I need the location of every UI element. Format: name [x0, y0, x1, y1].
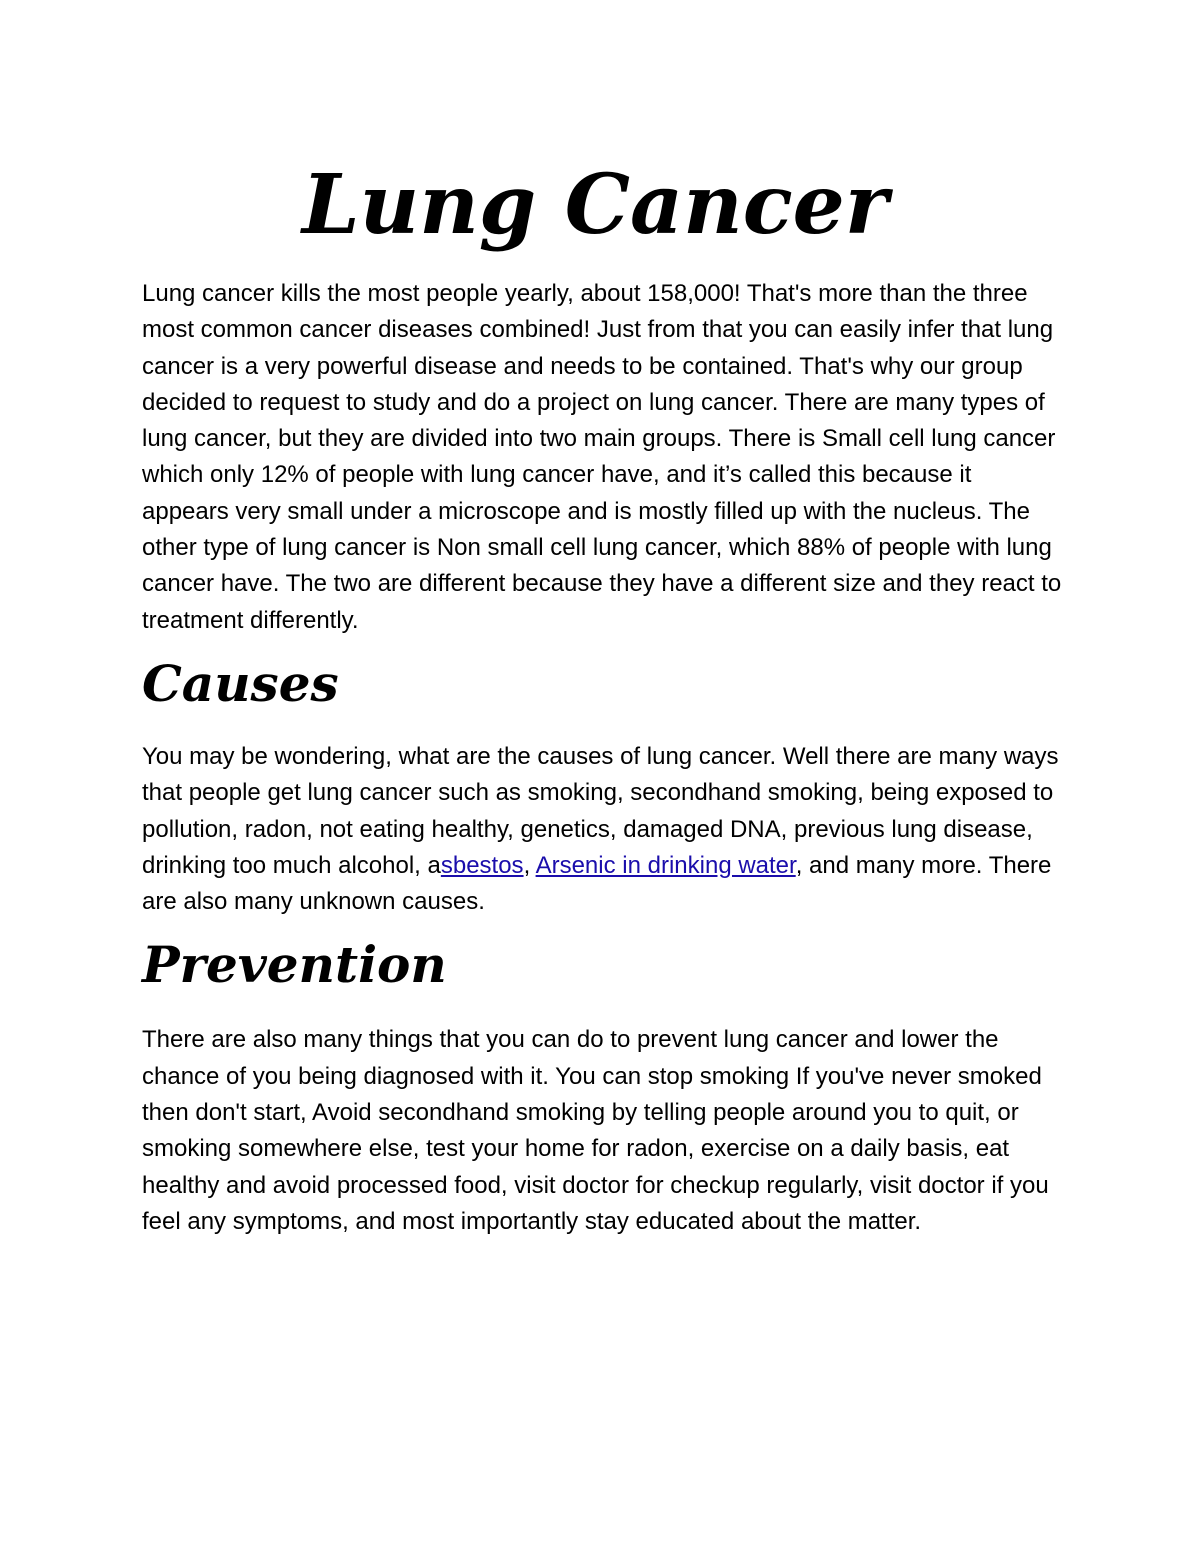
causes-text-before: You may be wondering, what are the causes of lung cancer. Well there are many ways that people get lung cancer such as smoking, secondhand smoking, being exposed to pollution, radon, not eating healthy, genetics, damaged DNA, previous lung disease, drinking too much alcohol, a	[142, 742, 1059, 879]
prevention-paragraph: There are also many things that you can do to prevent lung cancer and lower the chance of you being diagnosed with it. You can stop smoking If you've never smoked then don't start, Avoid secondhand smoking by telling people around you to quit, or smoking somewhere else, test your home for radon, exercise on a daily basis, eat healthy and avoid processed food, visit doctor for checkup regularly, visit doctor if you feel any symptoms, and most importantly stay educated about the matter.	[142, 1026, 1049, 1235]
causes-link-separator: ,	[523, 851, 536, 879]
document-page	[142, 150, 1062, 1240]
intro-paragraph: Lung cancer kills the most people yearly, about 158,000! That's more than the three most common cancer diseases combined! Just from that you can easily infer that lung cancer is a very powerful disease and needs to be contained. That's why our group decided to request to study and do a project on lung cancer. There are many types of lung cancer, but they are divided into two main groups. There is Small cell lung cancer which only 12% of people with lung cancer have, and it’s called this because it appears very small under a microscope and is mostly filled up with the nucleus. The other type of lung cancer is Non small cell lung cancer, which 88% of people with lung cancer have. The two are different because they have a different size and they react to treatment differently.	[142, 280, 1062, 634]
asbestos-link[interactable]: sbestos	[440, 851, 524, 879]
causes-heading: Causes	[142, 653, 339, 713]
document-title: Lung Cancer	[301, 157, 889, 253]
arsenic-link[interactable]: Arsenic in drinking water	[535, 851, 796, 879]
prevention-heading: Prevention	[142, 935, 447, 995]
causes-text-after: , and many more. There are also many unknown causes.	[142, 851, 1052, 916]
causes-paragraph	[142, 739, 1062, 920]
